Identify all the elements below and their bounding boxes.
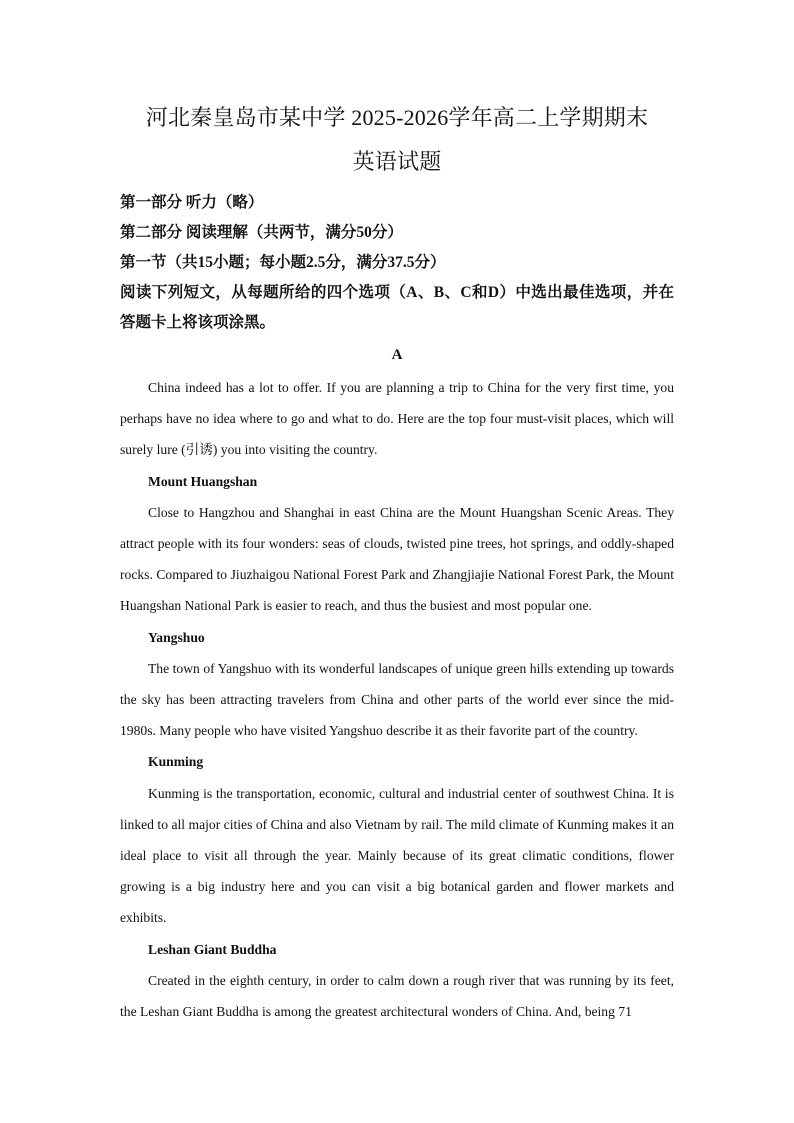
passage-label: A: [391, 347, 403, 363]
place-heading-huangshan: Mount Huangshan: [148, 473, 258, 489]
place-text-leshan: Created in the eighth century, in order to calm down a rough river that was running by its feet, the Leshan Giant Buddha is among the greatest architectural wonders of China. And, being 71: [120, 972, 674, 1020]
place-text-yangshuo: The town of Yangshuo with its wonderful landscapes of unique green hills extending up towards the sky has been attracting travelers from China and other parts of the world ever since the mid-1980s. Many people who have visited Yangshuo describe it as their favorite part of the country.: [120, 660, 674, 739]
part1-heading: 第一部分 听力（略）: [120, 194, 264, 211]
place-text-kunming: Kunming is the transportation, economic, cultural and industrial center of southwest China. It is linked to all major cities of China and also Vietnam by rail. The mild climate of Kunming makes it an ideal place to visit all through the year. Mainly because of its great climatic conditions, flower growing is a big industry here and you can visit a big botanical garden and flower markets and exhibits.: [120, 785, 674, 926]
intro-paragraph: China indeed has a lot to offer. If you are planning a trip to China for the very first time, you perhaps have no idea where to go and what to do. Here are the top four must-visit places, which will surely lure (引诱) you into visiting the country.: [120, 380, 674, 458]
section1-heading: 第一节（共15小题；每小题2.5分，满分37.5分）: [120, 254, 446, 271]
place-heading-kunming: Kunming: [148, 754, 204, 770]
part2-heading: 第二部分 阅读理解（共两节，满分50分）: [120, 224, 403, 241]
document-title: 河北秦皇岛市某中学 2025-2026学年高二上学期期末: [145, 105, 649, 130]
document-page: [120, 100, 674, 1027]
place-heading-leshan: Leshan Giant Buddha: [148, 941, 277, 957]
document-subtitle: 英语试题: [352, 149, 442, 174]
place-heading-yangshuo: Yangshuo: [148, 629, 205, 645]
instruction-text: 阅读下列短文，从每题所给的四个选项（A、B、C和D）中选出最佳选项，并在答题卡上将该项涂黑。: [120, 284, 674, 331]
place-text-huangshan: Close to Hangzhou and Shanghai in east China are the Mount Huangshan Scenic Areas. They attract people with its four wonders: seas of clouds, twisted pine trees, hot springs, and oddly-shaped rocks. Compared to Jiuzhaigou National Forest Park and Zhangjiajie National Forest Park, the Mount Huangshan National Park is easier to reach, and thus the busiest and most popular one.: [120, 504, 674, 614]
